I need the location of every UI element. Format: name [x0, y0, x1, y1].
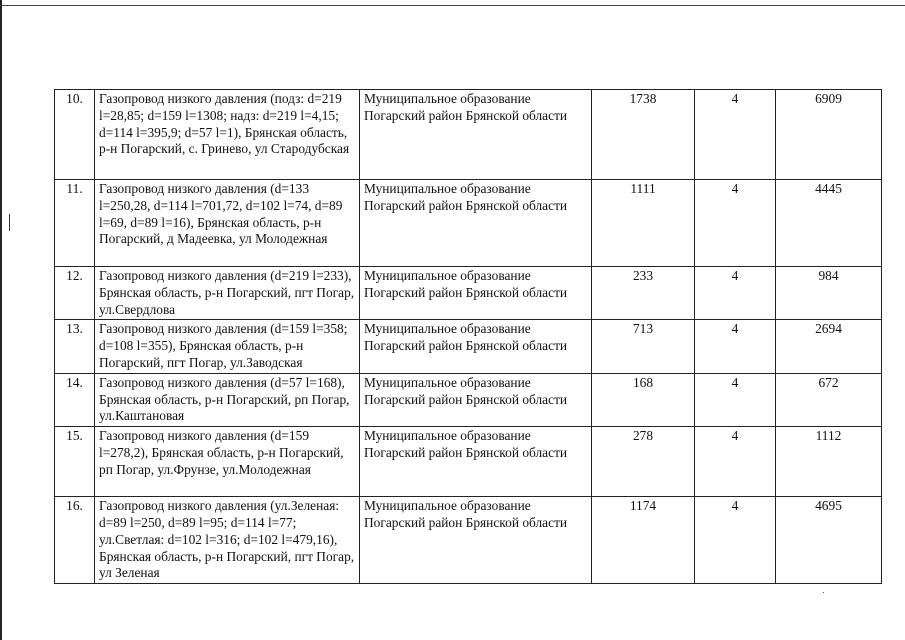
amount-value: 984: [776, 267, 882, 320]
table-row: [55, 497, 882, 584]
table-row: [55, 180, 882, 267]
length-value: 233: [592, 267, 695, 320]
pipeline-table: [54, 89, 882, 584]
amount-value: 4445: [776, 180, 882, 267]
table-row: [55, 90, 882, 180]
length-value: 168: [592, 373, 695, 426]
row-number: 13.: [55, 320, 95, 373]
row-number: 11.: [55, 180, 95, 267]
object-description: Газопровод низкого давления (ул.Зеленая: d=89 l=250, d=89 l=95; d=114 l=77; ул.Светлая: d=102 l=316; d=102 l=479,16), Брянская область, р-н Погарский, пгт Погар, ул Зеленая: [95, 497, 360, 584]
object-description: Газопровод низкого давления (d=159 l=278,2), Брянская область, р-н Погарский, рп Погар, ул.Фрунзе, ул.Молодежная: [95, 427, 360, 497]
row-number: 15.: [55, 427, 95, 497]
owner-name: Муниципальное образование Погарский район Брянской области: [360, 90, 592, 180]
amount-value: 4695: [776, 497, 882, 584]
row-number: 14.: [55, 373, 95, 426]
table-row: [55, 267, 882, 320]
owner-name: Муниципальное образование Погарский район Брянской области: [360, 267, 592, 320]
owner-name: Муниципальное образование Погарский район Брянской области: [360, 373, 592, 426]
category-value: 4: [695, 267, 776, 320]
category-value: 4: [695, 320, 776, 373]
scan-speck: [823, 592, 824, 593]
owner-name: Муниципальное образование Погарский район Брянской области: [360, 427, 592, 497]
object-description: Газопровод низкого давления (d=219 l=233), Брянская область, р-н Погарский, пгт Погар, ул.Свердлова: [95, 267, 360, 320]
object-description: Газопровод низкого давления (d=57 l=168), Брянская область, р-н Погарский, рп Погар, ул.Каштановая: [95, 373, 360, 426]
table-row: [55, 373, 882, 426]
amount-value: 6909: [776, 90, 882, 180]
length-value: 278: [592, 427, 695, 497]
category-value: 4: [695, 90, 776, 180]
owner-name: Муниципальное образование Погарский район Брянской области: [360, 180, 592, 267]
category-value: 4: [695, 427, 776, 497]
length-value: 713: [592, 320, 695, 373]
scan-margin-mark: [9, 214, 10, 231]
owner-name: Муниципальное образование Погарский район Брянской области: [360, 497, 592, 584]
scan-top-rule: [0, 5, 905, 6]
row-number: 12.: [55, 267, 95, 320]
amount-value: 2694: [776, 320, 882, 373]
category-value: 4: [695, 373, 776, 426]
amount-value: 672: [776, 373, 882, 426]
category-value: 4: [695, 180, 776, 267]
category-value: 4: [695, 497, 776, 584]
length-value: 1111: [592, 180, 695, 267]
row-number: 10.: [55, 90, 95, 180]
amount-value: 1112: [776, 427, 882, 497]
object-description: Газопровод низкого давления (подз: d=219 l=28,85; d=159 l=1308; надз: d=219 l=4,15; d=114 l=395,9; d=57 l=1), Брянская область, р-н Погарский, с. Гринево, ул Стародубская: [95, 90, 360, 180]
object-description: Газопровод низкого давления (d=133 l=250,28, d=114 l=701,72, d=102 l=74, d=89 l=69, d=89 l=16), Брянская область, р-н Погарский, д Мадеевка, ул Молодежная: [95, 180, 360, 267]
owner-name: Муниципальное образование Погарский район Брянской области: [360, 320, 592, 373]
table-row: [55, 427, 882, 497]
length-value: 1174: [592, 497, 695, 584]
table-row: [55, 320, 882, 373]
scan-left-edge: [0, 0, 2, 640]
length-value: 1738: [592, 90, 695, 180]
object-description: Газопровод низкого давления (d=159 l=358; d=108 l=355), Брянская область, р-н Погарский, пгт Погар, ул.Заводская: [95, 320, 360, 373]
row-number: 16.: [55, 497, 95, 584]
